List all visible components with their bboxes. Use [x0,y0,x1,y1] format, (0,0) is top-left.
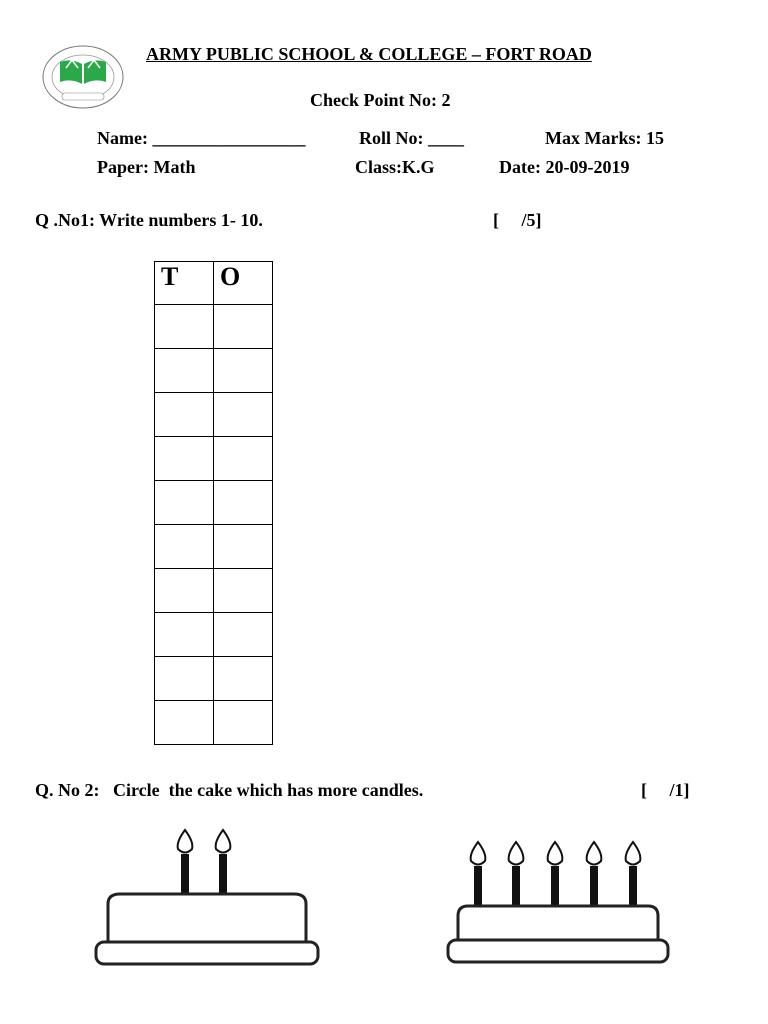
cake-plate [96,942,318,964]
ones-cell[interactable] [214,701,273,745]
school-logo [40,44,126,110]
tens-cell[interactable] [155,701,214,745]
candles-right [471,842,641,908]
tens-cell[interactable] [155,481,214,525]
ones-cell[interactable] [214,613,273,657]
candle [587,842,602,908]
table-row [155,569,273,613]
ones-cell[interactable] [214,481,273,525]
table-row [155,525,273,569]
table-row [155,305,273,349]
candle-stick [474,866,482,908]
tens-ones-table [154,261,273,745]
class-field: Class:K.G [355,157,435,177]
question-2-marks: [ /1] [641,780,690,800]
candle-flame [626,842,641,865]
candle-flame [548,842,563,865]
candle-stick [629,866,637,908]
table-row [155,437,273,481]
tens-header: T [155,262,214,305]
cake-plate [448,940,668,962]
max-marks: Max Marks: 15 [545,128,664,148]
name-field: Name: _________________ [97,128,306,148]
table-row [155,481,273,525]
checkpoint-title: Check Point No: 2 [310,90,451,110]
candle-flame [471,842,486,865]
candles-left [178,830,231,896]
ones-cell[interactable] [214,525,273,569]
date-field: Date: 20-09-2019 [499,157,630,177]
table-row [155,393,273,437]
candle-flame [509,842,524,865]
candle-stick [590,866,598,908]
candle [548,842,563,908]
candle [509,842,524,908]
school-name: ARMY PUBLIC SCHOOL & COLLEGE – FORT ROAD [146,44,592,64]
tens-cell[interactable] [155,657,214,701]
candle [216,830,231,896]
candle [178,830,193,896]
ones-header: O [214,262,273,305]
tens-cell[interactable] [155,525,214,569]
question-2-text: Q. No 2: Circle the cake which has more candles. [35,780,424,800]
ones-cell[interactable] [214,437,273,481]
ones-cell[interactable] [214,349,273,393]
candle [471,842,486,908]
tens-cell[interactable] [155,349,214,393]
tens-cell[interactable] [155,569,214,613]
candle [626,842,641,908]
cake-two-candles[interactable] [90,820,330,970]
table-row [155,349,273,393]
candle-stick [181,854,189,896]
tens-cell[interactable] [155,613,214,657]
cake-five-candles[interactable] [440,830,670,970]
ones-cell[interactable] [214,305,273,349]
ones-cell[interactable] [214,569,273,613]
tens-cell[interactable] [155,437,214,481]
paper-field: Paper: Math [97,157,196,177]
candle-stick [551,866,559,908]
table-row [155,701,273,745]
roll-field: Roll No: ____ [359,128,464,148]
ones-cell[interactable] [214,393,273,437]
tens-cell[interactable] [155,393,214,437]
ones-cell[interactable] [214,657,273,701]
candle-stick [219,854,227,896]
candle-flame [216,830,231,853]
table-row [155,657,273,701]
question-1-text: Q .No1: Write numbers 1- 10. [35,210,263,230]
candle-flame [178,830,193,853]
candle-stick [512,866,520,908]
question-1-marks: [ /5] [493,210,542,230]
table-row [155,613,273,657]
tens-cell[interactable] [155,305,214,349]
candle-flame [587,842,602,865]
